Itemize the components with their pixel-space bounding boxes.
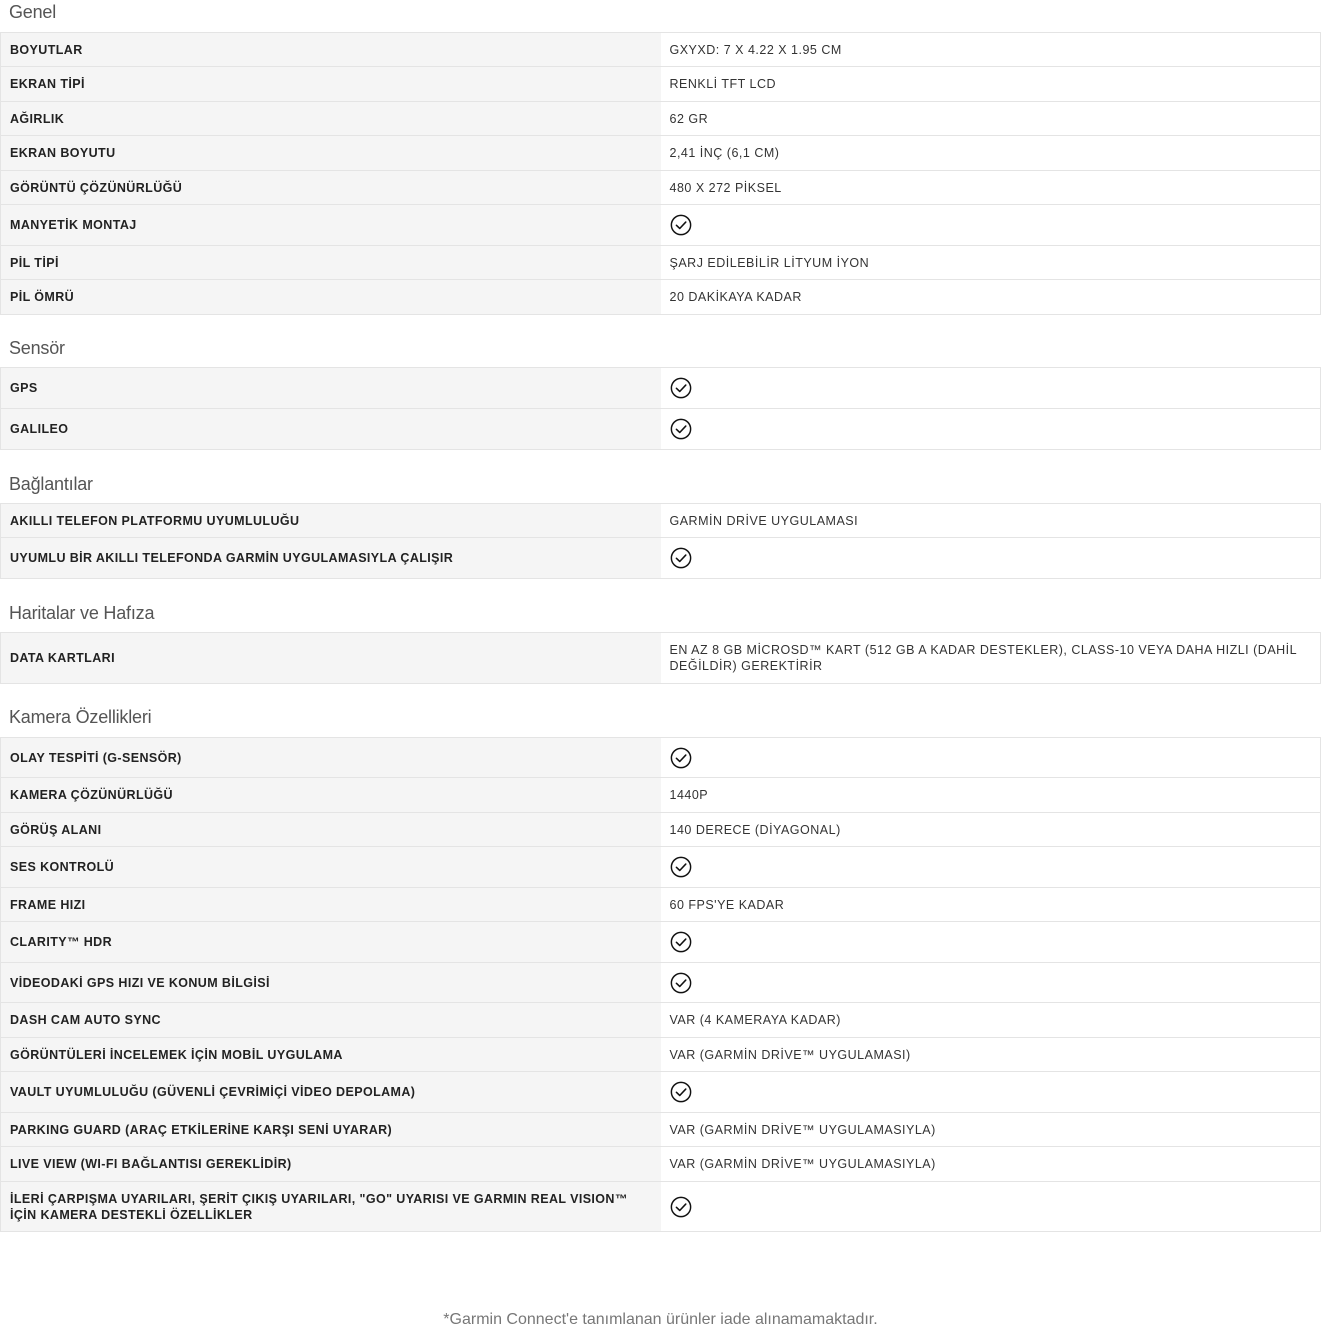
table-row bbox=[1, 280, 1321, 315]
spec-label: PARKING GUARD (ARAÇ ETKİLERİNE KARŞI SENİ UYARAR) bbox=[1, 1113, 661, 1147]
check-circle-icon bbox=[670, 972, 692, 994]
spec-label: AKILLI TELEFON PLATFORMU UYUMLULUĞU bbox=[1, 504, 661, 538]
spec-value: VAR (4 KAMERAYA KADAR) bbox=[661, 1003, 1321, 1038]
table-row bbox=[1, 246, 1321, 280]
spec-label: LIVE VIEW (WI-FI BAĞLANTISI GEREKLİDİR) bbox=[1, 1147, 661, 1182]
spec-table bbox=[0, 737, 1321, 1232]
spec-label: GÖRÜŞ ALANI bbox=[1, 813, 661, 847]
spec-value bbox=[661, 963, 1321, 1003]
table-row bbox=[1, 171, 1321, 205]
spec-label: CLARITY™ HDR bbox=[1, 922, 661, 963]
spec-value bbox=[661, 1072, 1321, 1113]
spec-value bbox=[661, 409, 1321, 450]
spec-label: GALILEO bbox=[1, 409, 661, 450]
table-row bbox=[1, 922, 1321, 963]
spec-value: 2,41 İNÇ (6,1 CM) bbox=[661, 136, 1321, 171]
spec-value: 60 FPS'YE KADAR bbox=[661, 888, 1321, 922]
table-row bbox=[1, 1113, 1321, 1147]
check-circle-icon bbox=[670, 747, 692, 769]
table-row bbox=[1, 1147, 1321, 1182]
spec-label: DASH CAM AUTO SYNC bbox=[1, 1003, 661, 1038]
spec-value bbox=[661, 847, 1321, 888]
spec-label: KAMERA ÇÖZÜNÜRLÜĞÜ bbox=[1, 778, 661, 813]
spec-value: 480 X 272 PİKSEL bbox=[661, 171, 1321, 205]
spec-value: 140 DERECE (DİYAGONAL) bbox=[661, 813, 1321, 847]
spec-label: BOYUTLAR bbox=[1, 33, 661, 67]
check-circle-icon bbox=[670, 418, 692, 440]
spec-label: EKRAN BOYUTU bbox=[1, 136, 661, 171]
spec-label: UYUMLU BİR AKILLI TELEFONDA GARMİN UYGULAMASIYLA ÇALIŞIR bbox=[1, 538, 661, 579]
table-row bbox=[1, 205, 1321, 246]
spec-label: MANYETİK MONTAJ bbox=[1, 205, 661, 246]
table-row bbox=[1, 1072, 1321, 1113]
table-row bbox=[1, 1003, 1321, 1038]
spec-label: PİL ÖMRÜ bbox=[1, 280, 661, 315]
spec-label: İLERİ ÇARPIŞMA UYARILARI, ŞERİT ÇIKIŞ UYARILARI, "GO" UYARISI VE GARMIN REAL VISION™ İÇİN KAMERA DESTEKLİ ÖZELLİKLER bbox=[1, 1182, 661, 1232]
check-circle-icon bbox=[670, 377, 692, 399]
table-row bbox=[1, 33, 1321, 67]
table-row bbox=[1, 409, 1321, 450]
spec-label: OLAY TESPİTİ (G-SENSÖR) bbox=[1, 738, 661, 778]
spec-label: SES KONTROLÜ bbox=[1, 847, 661, 888]
table-row bbox=[1, 368, 1321, 409]
table-row bbox=[1, 738, 1321, 778]
spec-label: DATA KARTLARI bbox=[1, 633, 661, 684]
spec-table bbox=[0, 632, 1321, 684]
spec-label: GÖRÜNTÜLERİ İNCELEMEK İÇİN MOBİL UYGULAMA bbox=[1, 1038, 661, 1072]
section-title: Bağlantılar bbox=[9, 474, 93, 494]
spec-value: GARMİN DRİVE UYGULAMASI bbox=[661, 504, 1321, 538]
spec-value: RENKLİ TFT LCD bbox=[661, 67, 1321, 102]
table-row bbox=[1, 847, 1321, 888]
check-circle-icon bbox=[670, 856, 692, 878]
spec-value: ŞARJ EDİLEBİLİR LİTYUM İYON bbox=[661, 246, 1321, 280]
section-title: Kamera Özellikleri bbox=[9, 707, 152, 727]
table-row bbox=[1, 633, 1321, 684]
spec-label: EKRAN TİPİ bbox=[1, 67, 661, 102]
table-row bbox=[1, 504, 1321, 538]
check-circle-icon bbox=[670, 547, 692, 569]
table-row bbox=[1, 1182, 1321, 1232]
spec-label: GPS bbox=[1, 368, 661, 409]
spec-value: VAR (GARMİN DRİVE™ UYGULAMASIYLA) bbox=[661, 1147, 1321, 1182]
table-row bbox=[1, 778, 1321, 813]
spec-value bbox=[661, 922, 1321, 963]
section-kamera bbox=[0, 684, 1321, 737]
check-circle-icon bbox=[670, 1081, 692, 1103]
spec-value bbox=[661, 205, 1321, 246]
section-baglantilar bbox=[0, 450, 1321, 503]
spec-value: EN AZ 8 GB MİCROSD™ KART (512 GB A KADAR DESTEKLER), CLASS-10 VEYA DAHA HIZLI (DAHİL DEĞİLDİR) GEREKTİRİR bbox=[661, 633, 1321, 684]
table-row bbox=[1, 102, 1321, 136]
section-title: Haritalar ve Hafıza bbox=[9, 603, 155, 623]
spec-value: VAR (GARMİN DRİVE™ UYGULAMASIYLA) bbox=[661, 1113, 1321, 1147]
table-row bbox=[1, 136, 1321, 171]
table-row bbox=[1, 963, 1321, 1003]
spec-value: VAR (GARMİN DRİVE™ UYGULAMASI) bbox=[661, 1038, 1321, 1072]
spec-label: VAULT UYUMLULUĞU (GÜVENLİ ÇEVRİMİÇİ VİDEO DEPOLAMA) bbox=[1, 1072, 661, 1113]
section-title: Genel bbox=[9, 2, 57, 22]
section-title: Sensör bbox=[9, 338, 65, 358]
spec-label: VİDEODAKİ GPS HIZI VE KONUM BİLGİSİ bbox=[1, 963, 661, 1003]
table-row bbox=[1, 813, 1321, 847]
section-sensor bbox=[0, 315, 1321, 367]
spec-value bbox=[661, 538, 1321, 579]
spec-value bbox=[661, 1182, 1321, 1232]
check-circle-icon bbox=[670, 1196, 692, 1218]
section-genel bbox=[0, 0, 1321, 32]
table-row bbox=[1, 1038, 1321, 1072]
spec-table bbox=[0, 367, 1321, 450]
spec-value: 20 DAKİKAYA KADAR bbox=[661, 280, 1321, 315]
spec-label: FRAME HIZI bbox=[1, 888, 661, 922]
table-row bbox=[1, 67, 1321, 102]
footnote: *Garmin Connect'e tanımlanan ürünler iade alınamamaktadır. bbox=[443, 1311, 878, 1328]
table-row bbox=[1, 538, 1321, 579]
spec-value: GXYXD: 7 X 4.22 X 1.95 CM bbox=[661, 33, 1321, 67]
spec-label: PİL TİPİ bbox=[1, 246, 661, 280]
spec-label: AĞIRLIK bbox=[1, 102, 661, 136]
check-circle-icon bbox=[670, 931, 692, 953]
check-circle-icon bbox=[670, 214, 692, 236]
spec-value: 1440P bbox=[661, 778, 1321, 813]
spec-table bbox=[0, 32, 1321, 315]
spec-value bbox=[661, 738, 1321, 778]
table-row bbox=[1, 888, 1321, 922]
spec-value: 62 GR bbox=[661, 102, 1321, 136]
spec-label: GÖRÜNTÜ ÇÖZÜNÜRLÜĞÜ bbox=[1, 171, 661, 205]
spec-table bbox=[0, 503, 1321, 579]
spec-value bbox=[661, 368, 1321, 409]
section-haritalar bbox=[0, 579, 1321, 632]
